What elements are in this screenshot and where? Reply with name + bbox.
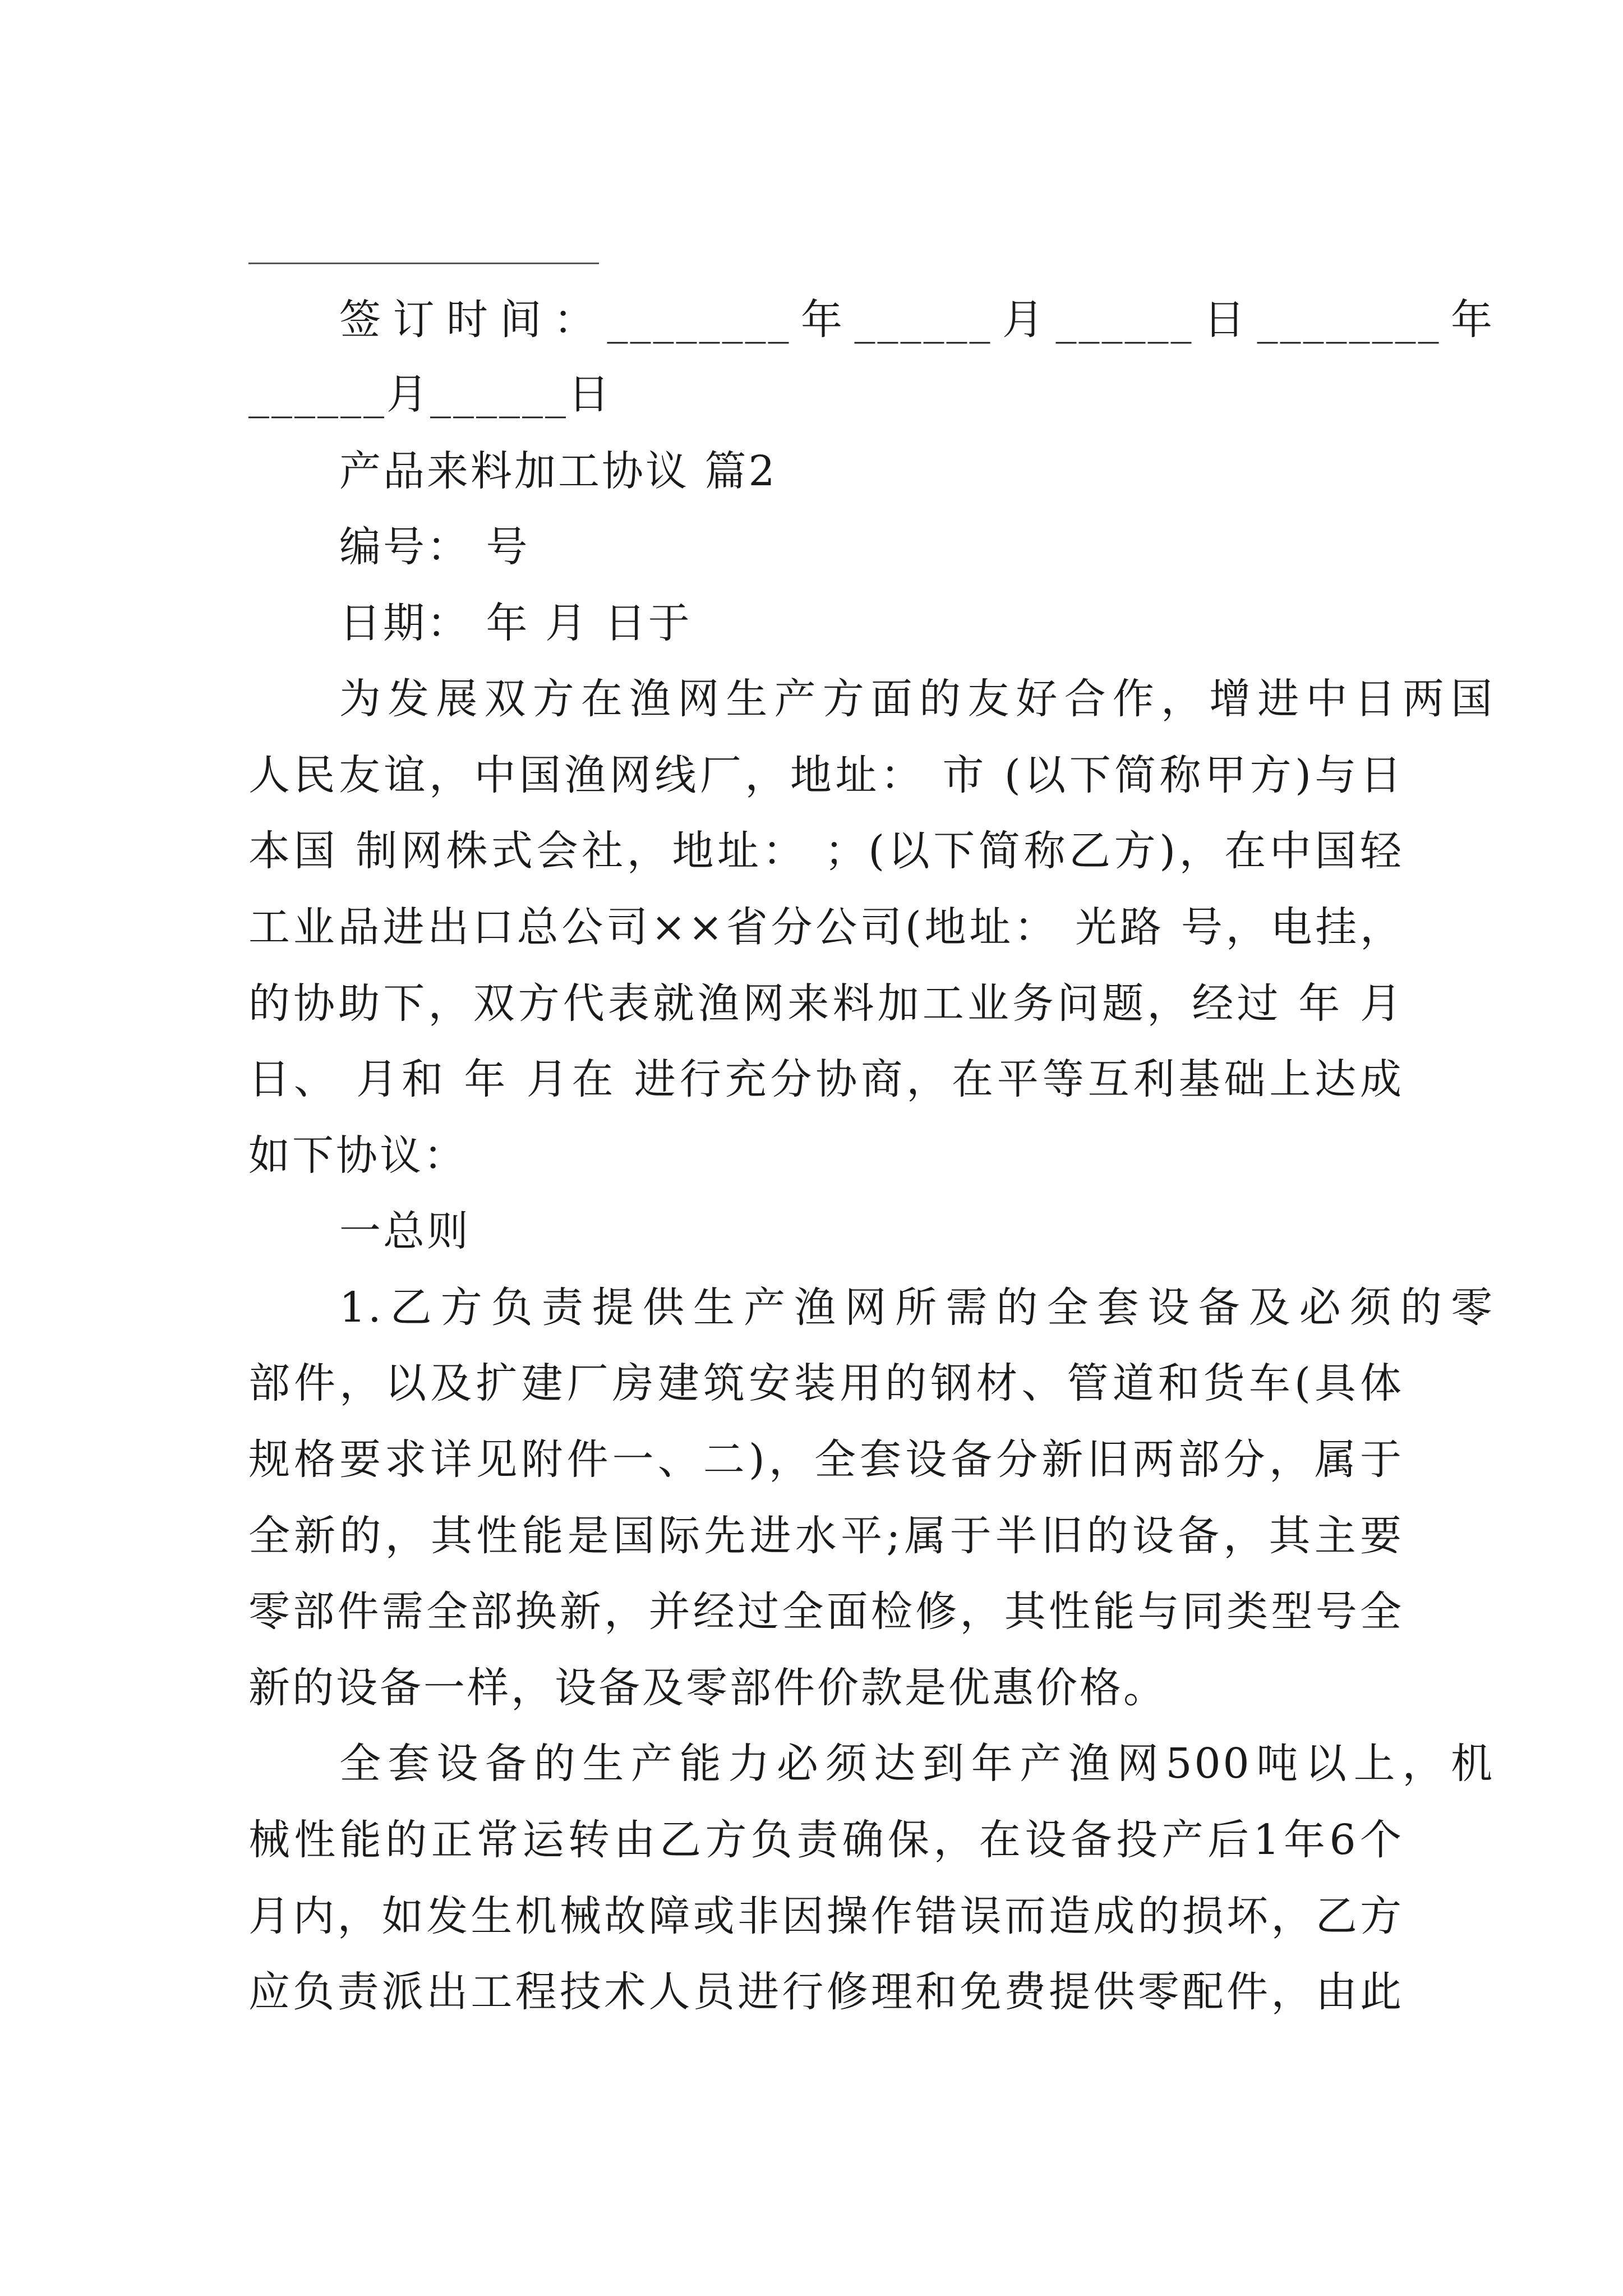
clause-line: 新的设备一样，设备及零部件价款是优惠价格。 (248, 1664, 1167, 1712)
section-title: 产品来料加工协议 篇2 (339, 447, 777, 495)
clause-line: 1.乙方负责提供生产渔网所需的全套设备及必须的零 (339, 1283, 1495, 1332)
top-divider-line (248, 263, 599, 264)
date-line: 日期： 年 月 日于 (339, 599, 692, 647)
paragraph-line: 为发展双方在渔网生产方面的友好合作，增进中日两国 (339, 675, 1495, 723)
clause-line: 零部件需全部换新，并经过全面检修，其性能与同类型号全 (248, 1588, 1404, 1636)
paragraph-line: 月内，如发生机械故障或非因操作错误而造成的损坏，乙方 (248, 1892, 1404, 1940)
signing-time-line: 签订时间：________年______月______日________年 (339, 296, 1495, 344)
paragraph-line: 械性能的正常运转由乙方负责确保，在设备投产后1年6个 (248, 1816, 1404, 1864)
paragraph-line: 工业品进出口总公司××省分公司(地址： 光路 号，电挂， (248, 903, 1404, 951)
paragraph-line: 日、 月和 年 月在 进行充分协商，在平等互利基础上达成 (248, 1055, 1404, 1103)
paragraph-line: 如下协议： (248, 1131, 467, 1180)
paragraph-line: 的协助下，双方代表就渔网来料加工业务问题，经过 年 月 (248, 979, 1404, 1028)
clause-line: 全新的，其性能是国际先进水平;属于半旧的设备，其主要 (248, 1512, 1404, 1560)
paragraph-line: 本国 制网株式会社，地址： ；(以下简称乙方)，在中国轻 (248, 827, 1404, 875)
paragraph-line: 人民友谊，中国渔网线厂，地址： 市 (以下简称甲方)与日 (248, 751, 1404, 799)
paragraph-line: 全套设备的生产能力必须达到年产渔网500吨以上，机 (339, 1740, 1495, 1788)
clause-line: 部件，以及扩建厂房建筑安装用的钢材、管道和货车(具体 (248, 1359, 1404, 1407)
contract-number-line: 编号： 号 (339, 523, 530, 571)
heading-general-provisions: 一总则 (339, 1207, 471, 1255)
signing-time-line-cont: ______月______日 (248, 370, 612, 418)
paragraph-line: 应负责派出工程技术人员进行修理和免费提供零配件，由此 (248, 1968, 1404, 2016)
clause-line: 规格要求详见附件一、二)，全套设备分新旧两部分，属于 (248, 1435, 1404, 1484)
